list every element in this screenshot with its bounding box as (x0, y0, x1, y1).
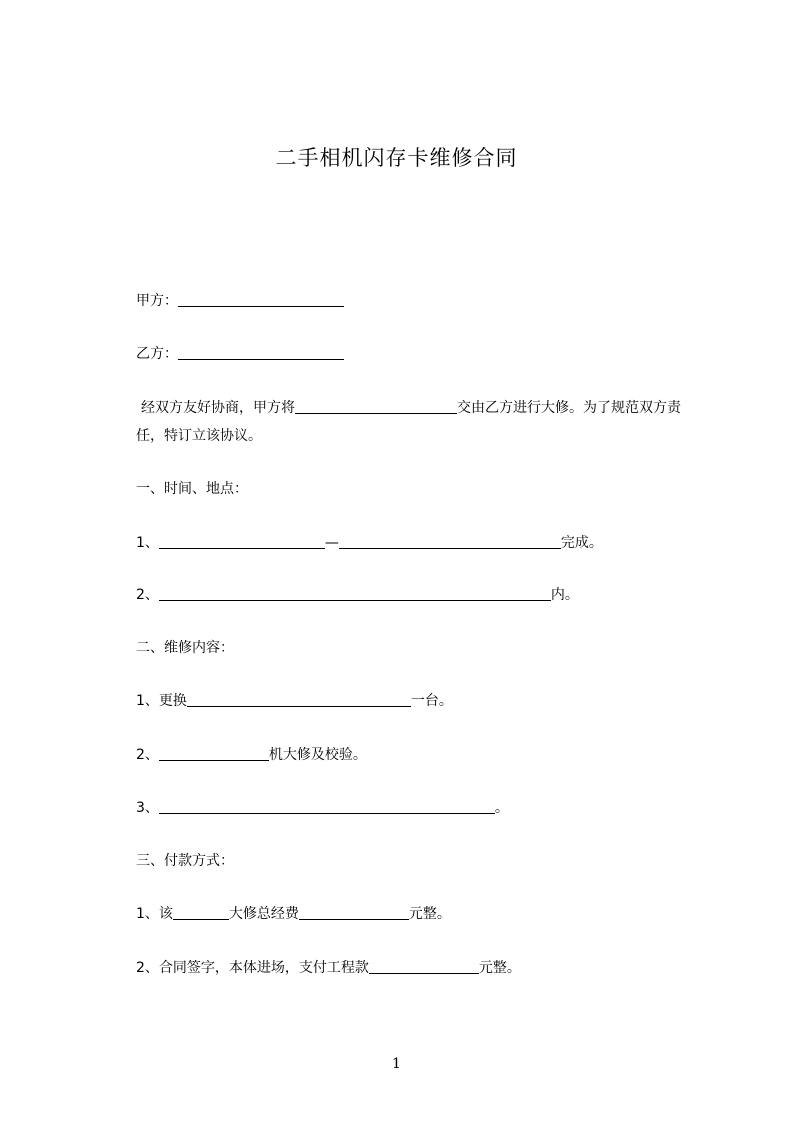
intro-text-before: 经双方友好协商，甲方将 (141, 400, 295, 416)
location-blank[interactable] (159, 586, 551, 601)
section3-item2-suffix: 元整。 (478, 960, 521, 976)
party-a-line (136, 291, 344, 311)
section3-item1-prefix: 1、该 (136, 906, 173, 922)
other-content-blank[interactable] (159, 799, 495, 814)
section1-item2-prefix: 2、 (136, 587, 159, 603)
repair-item-blank[interactable] (173, 905, 229, 920)
section3-heading: 三、付款方式： (136, 853, 234, 869)
end-time-blank[interactable] (339, 534, 561, 549)
section3-item1-mid: 大修总经费 (228, 906, 299, 922)
section1-item1-prefix: 1、 (136, 535, 159, 551)
section3-item2-prefix: 2、合同签字，本体进场，支付工程款 (136, 960, 369, 976)
section2-item2-suffix: 机大修及校验。 (268, 747, 367, 763)
section1-item1-suffix: 完成。 (560, 535, 603, 551)
section1-item1-dash: — (324, 535, 339, 551)
replacement-part-blank[interactable] (187, 692, 411, 707)
section2-item2-prefix: 2、 (136, 747, 159, 763)
section1-item2 (136, 585, 579, 605)
section2-heading: 二、维修内容： (136, 640, 234, 656)
total-cost-blank[interactable] (299, 905, 409, 920)
document-title: 二手相机闪存卡维修合同 (275, 146, 518, 170)
section2-item2 (136, 745, 367, 765)
party-b-line (136, 344, 344, 364)
section2-item3 (136, 798, 509, 818)
start-time-blank[interactable] (159, 534, 325, 549)
section2-item1-suffix: 一台。 (410, 693, 453, 709)
section2-item1 (136, 691, 453, 711)
section2-item3-suffix: 。 (494, 800, 509, 816)
party-a-label: 甲方： (136, 293, 178, 309)
intro-paragraph (136, 394, 696, 450)
section2-item1-prefix: 1、更换 (136, 693, 187, 709)
party-b-label: 乙方： (136, 346, 178, 362)
payment-amount-blank[interactable] (369, 959, 479, 974)
party-b-blank[interactable] (178, 345, 344, 360)
machine-blank[interactable] (159, 746, 269, 761)
party-a-blank[interactable] (178, 292, 344, 307)
section3-item1-suffix: 元整。 (408, 906, 451, 922)
section1-heading: 一、时间、地点： (136, 481, 248, 497)
page-number: 1 (392, 1056, 401, 1072)
section3-item2 (136, 958, 521, 978)
section1-item2-suffix: 内。 (550, 587, 579, 603)
intro-text-after: 交由乙方进行大修。为了规范双方责任，特订立该协议。 (136, 400, 681, 444)
section2-item3-prefix: 3、 (136, 800, 159, 816)
section1-item1 (136, 533, 603, 553)
intro-item-blank[interactable] (295, 399, 457, 414)
section3-item1 (136, 904, 451, 924)
